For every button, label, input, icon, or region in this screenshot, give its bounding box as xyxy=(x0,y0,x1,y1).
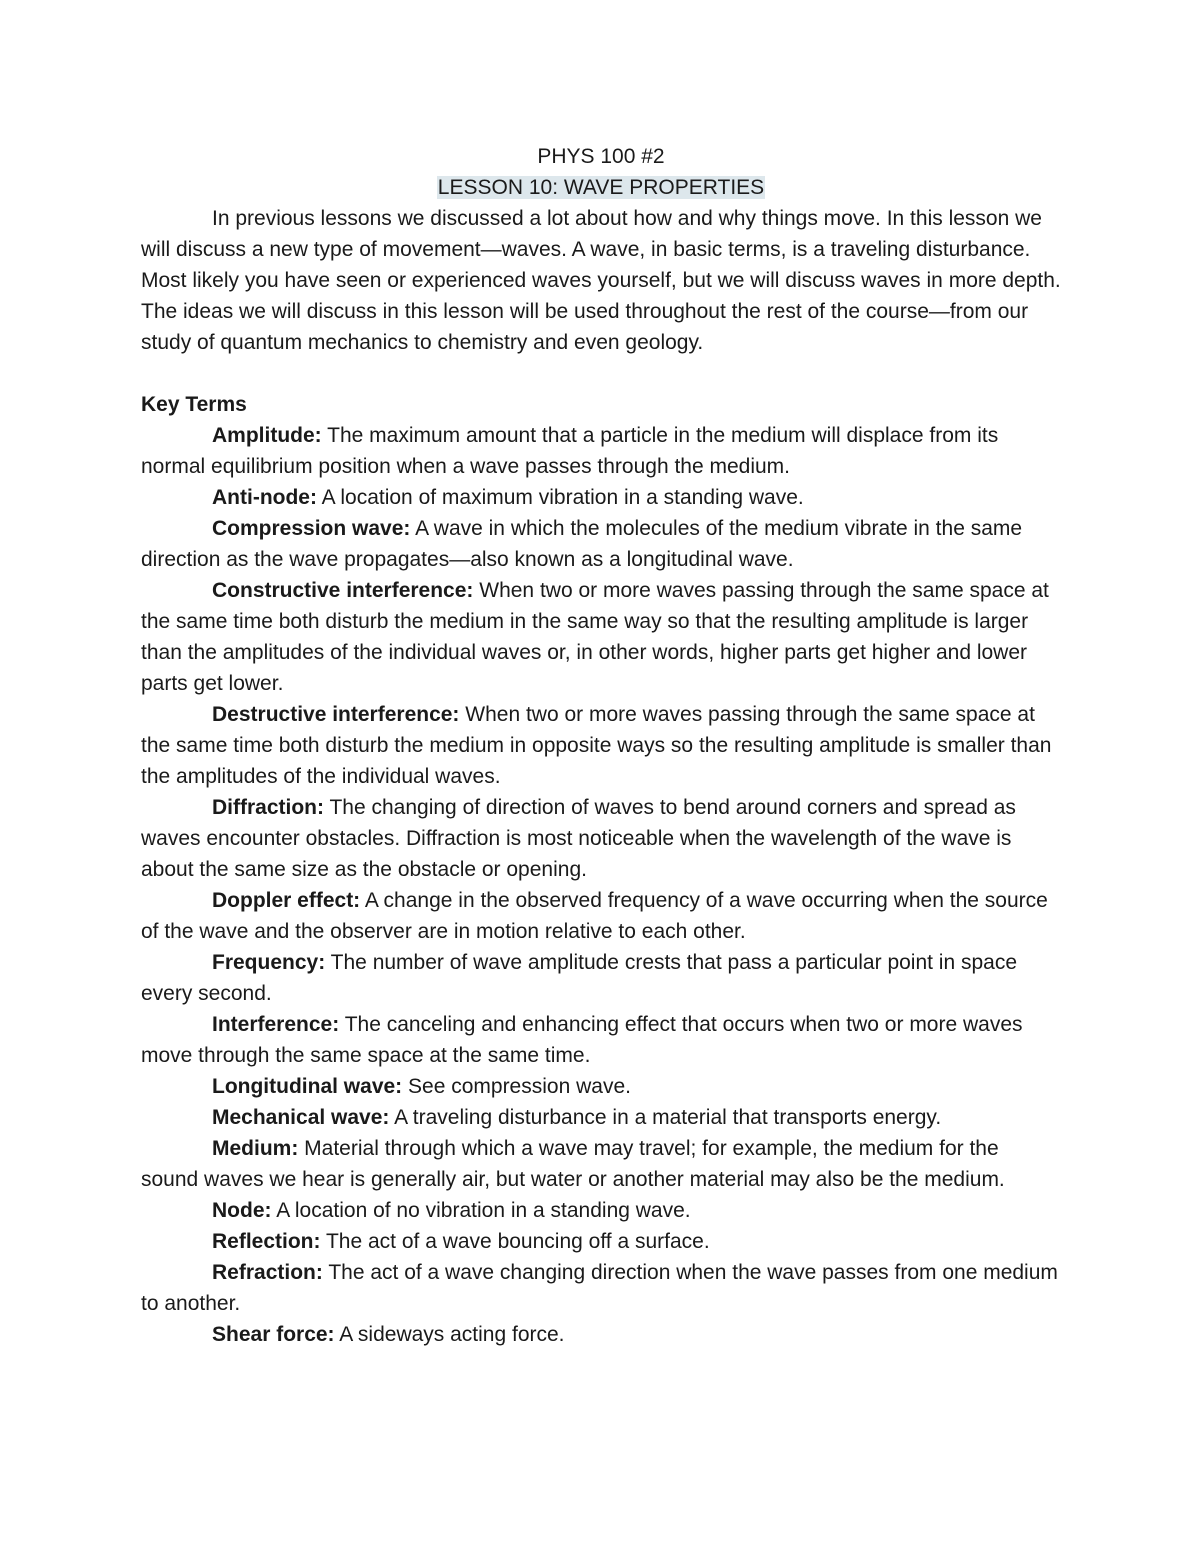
key-term-definition: A change in the observed frequency of a wave occurring when the source of the wave and the observer are in motion relative to each other. xyxy=(141,889,1048,943)
key-term-definition: A location of no vibration in a standing wave. xyxy=(276,1199,691,1222)
key-term-name: Amplitude: xyxy=(212,424,322,447)
lesson-title: LESSON 10: WAVE PROPERTIES xyxy=(437,176,765,199)
key-term-entry xyxy=(141,792,1061,885)
key-term-name: Frequency: xyxy=(212,951,326,974)
key-term-name: Doppler effect: xyxy=(212,889,361,912)
key-term-definition: The changing of direction of waves to bend around corners and spread as waves encounter obstacles. Diffraction is most noticeable when the wavelength of the wave is about the same size as the obstacle or opening. xyxy=(141,796,1016,881)
key-term-name: Node: xyxy=(212,1199,272,1222)
course-title: PHYS 100 #2 xyxy=(537,145,665,168)
key-terms-list xyxy=(141,420,1061,1350)
key-term-entry xyxy=(141,420,1061,482)
key-term-name: Mechanical wave: xyxy=(212,1106,390,1129)
key-term-definition: A traveling disturbance in a material that transports energy. xyxy=(394,1106,942,1129)
key-term-entry xyxy=(141,947,1061,1009)
key-term-name: Shear force: xyxy=(212,1323,335,1346)
intro-paragraph: In previous lessons we discussed a lot about how and why things move. In this lesson we will discuss a new type of movement—waves. A wave, in basic terms, is a traveling disturbance. Most likely you have seen or experienced waves yourself, but we will discuss waves in more depth. The ideas we will discuss in this lesson will be used throughout the rest of the course—from our study of quantum mechanics to chemistry and even geology. xyxy=(141,207,1061,354)
key-term-definition: When two or more waves passing through the same space at the same time both disturb the medium in the same way so that the resulting amplitude is larger than the amplitudes of the individual waves or, in other words, higher parts get higher and lower parts get lower. xyxy=(141,579,1049,695)
key-term-entry xyxy=(141,482,1061,513)
key-term-entry xyxy=(141,1226,1061,1257)
key-term-name: Compression wave: xyxy=(212,517,411,540)
key-term-name: Destructive interference: xyxy=(212,703,460,726)
key-terms-heading: Key Terms xyxy=(141,393,247,416)
key-term-definition: When two or more waves passing through the same space at the same time both disturb the medium in opposite ways so the resulting amplitude is smaller than the amplitudes of the individual waves. xyxy=(141,703,1052,788)
key-term-name: Medium: xyxy=(212,1137,299,1160)
lesson-title-line xyxy=(141,172,1061,203)
key-term-definition: The canceling and enhancing effect that occurs when two or more waves move through the same space at the same time. xyxy=(141,1013,1023,1067)
key-term-entry xyxy=(141,1102,1061,1133)
key-term-name: Diffraction: xyxy=(212,796,324,819)
key-term-definition: The maximum amount that a particle in the medium will displace from its normal equilibrium position when a wave passes through the medium. xyxy=(141,424,999,478)
key-term-entry xyxy=(141,1133,1061,1195)
key-term-entry xyxy=(141,1071,1061,1102)
key-term-name: Constructive interference: xyxy=(212,579,474,602)
key-term-entry xyxy=(141,1257,1061,1319)
key-term-name: Longitudinal wave: xyxy=(212,1075,403,1098)
key-term-definition: A location of maximum vibration in a standing wave. xyxy=(321,486,804,509)
key-term-definition: See compression wave. xyxy=(408,1075,631,1098)
key-term-name: Refraction: xyxy=(212,1261,323,1284)
key-term-definition: The act of a wave changing direction when the wave passes from one medium to another. xyxy=(141,1261,1058,1315)
key-term-name: Anti-node: xyxy=(212,486,317,509)
key-term-entry xyxy=(141,1195,1061,1226)
key-term-entry xyxy=(141,699,1061,792)
key-term-entry xyxy=(141,1319,1061,1350)
key-term-definition: A sideways acting force. xyxy=(339,1323,565,1346)
key-term-entry xyxy=(141,885,1061,947)
key-term-definition: Material through which a wave may travel; for example, the medium for the sound waves we hear is generally air, but water or another material may also be the medium. xyxy=(141,1137,1005,1191)
key-term-definition: A wave in which the molecules of the medium vibrate in the same direction as the wave propagates—also known as a longitudinal wave. xyxy=(141,517,1023,571)
key-term-definition: The number of wave amplitude crests that pass a particular point in space every second. xyxy=(141,951,1018,1005)
document-page xyxy=(141,141,1061,1350)
key-term-entry xyxy=(141,575,1061,699)
key-term-definition: The act of a wave bouncing off a surface. xyxy=(325,1230,710,1253)
key-term-name: Interference: xyxy=(212,1013,340,1036)
section-spacer xyxy=(141,358,1061,389)
key-term-entry xyxy=(141,513,1061,575)
key-term-name: Reflection: xyxy=(212,1230,321,1253)
key-term-entry xyxy=(141,1009,1061,1071)
